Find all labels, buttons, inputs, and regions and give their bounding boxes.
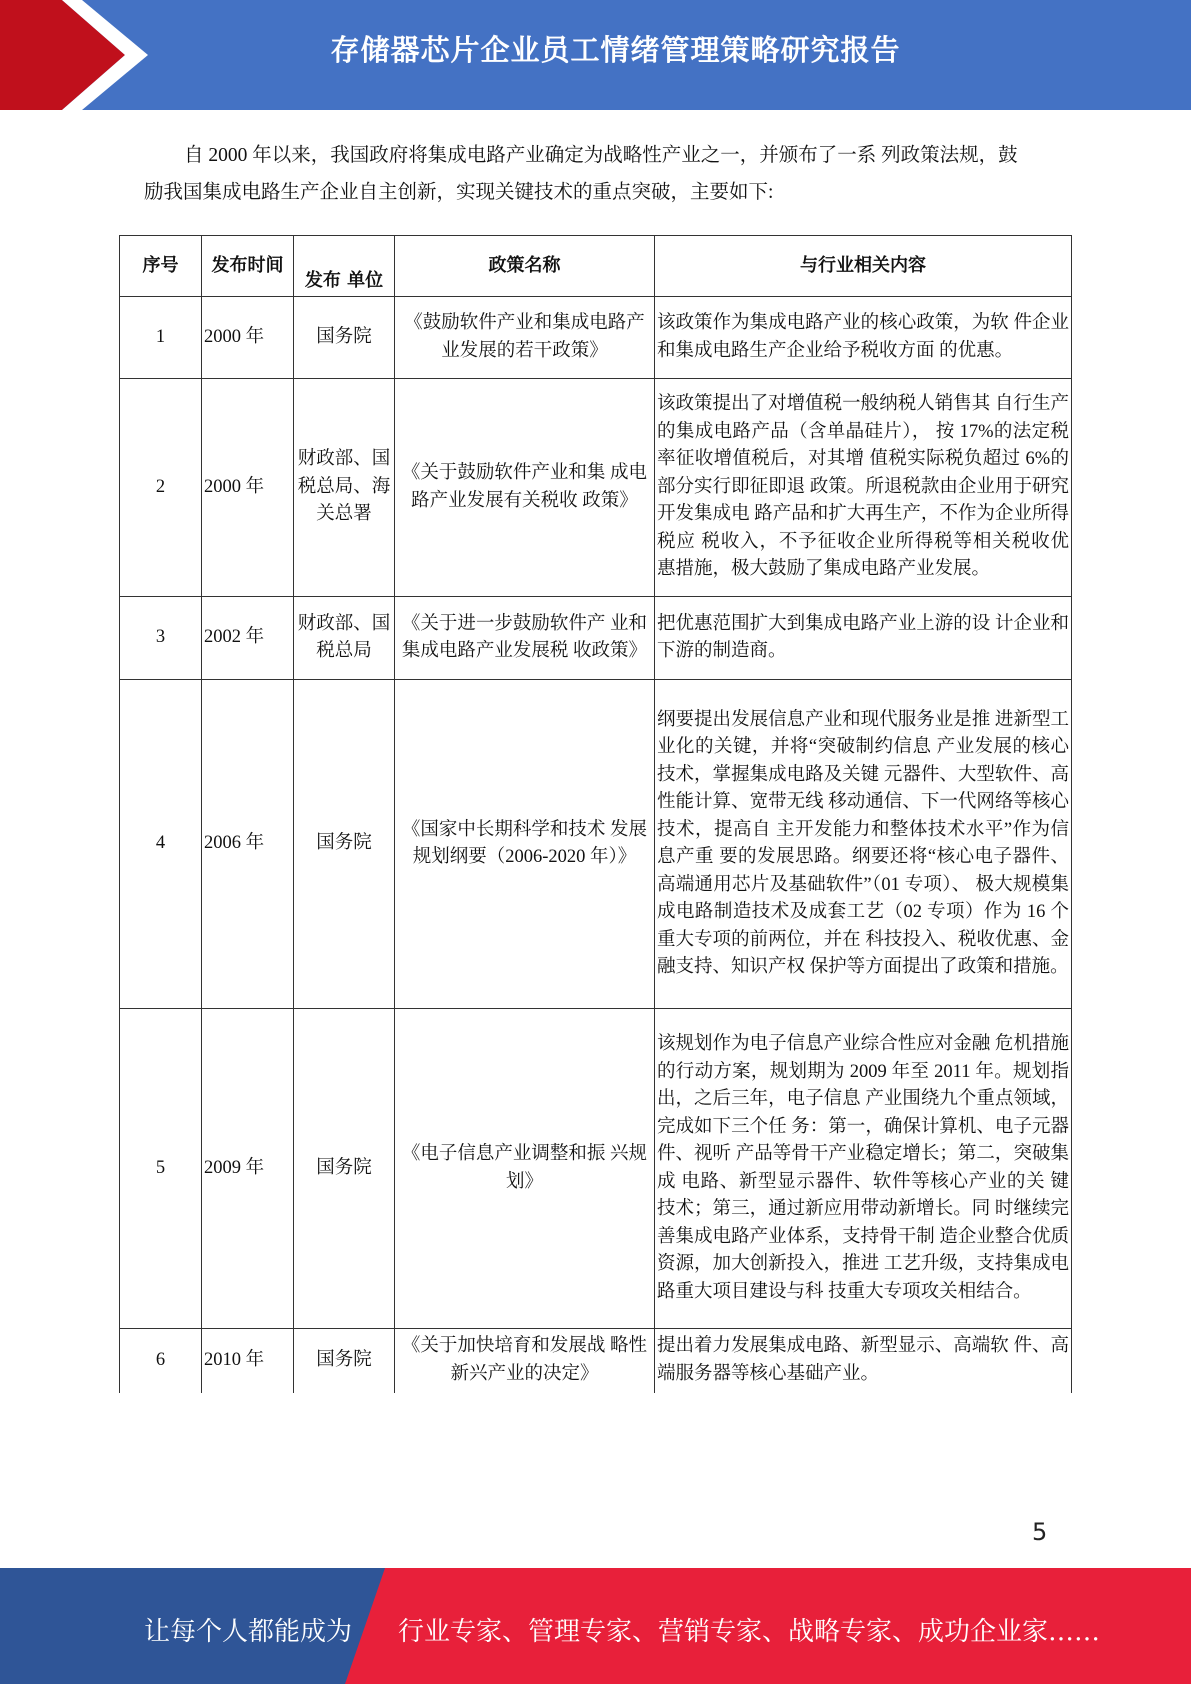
- table-row: [120, 1329, 1072, 1393]
- header-banner: [0, 0, 1191, 110]
- cell-unit: 国务院: [294, 1329, 395, 1393]
- cell-name: 《关于进一步鼓励软件产 业和集成电路产业发展税 收政策》: [395, 597, 655, 680]
- policy-table: [119, 235, 1072, 1393]
- cell-seq: 3: [120, 597, 202, 680]
- table-row: [120, 597, 1072, 680]
- cell-seq: 2: [120, 379, 202, 597]
- table-row: [120, 297, 1072, 379]
- table-row: [120, 680, 1072, 1009]
- cell-unit: 财政部、国税总局、海关总署: [294, 379, 395, 597]
- cell-date: 2000 年: [202, 297, 294, 379]
- table-header-row: [120, 236, 1072, 297]
- header-seq: 序号: [120, 236, 202, 297]
- footer-slogan-right: 行业专家、管理专家、营销专家、战略专家、成功企业家……: [398, 1617, 1101, 1647]
- cell-name: 《关于鼓励软件产业和集 成电路产业发展有关税收 政策》: [395, 379, 655, 597]
- cell-date: 2000 年: [202, 379, 294, 597]
- table-row: [120, 379, 1072, 597]
- cell-content: 该政策提出了对增值税一般纳税人销售其 自行生产的集成电路产品（含单晶硅片）， 按 17%的法定税率征收增值税后，对其增 值税实际税负超过 6%的部分实行即征即退 政策。所退税款由企业用于研究开发集成电 路产品和扩大再生产，不作为企业所得税应 税收入，不予征收企业所得税等相关税收优 惠措施，极大鼓励了集成电路产业发展。: [655, 379, 1072, 597]
- cell-unit: 国务院: [294, 297, 395, 379]
- cell-date: 2009 年: [202, 1009, 294, 1329]
- cell-seq: 4: [120, 680, 202, 1009]
- cell-content: 该规划作为电子信息产业综合性应对金融 危机措施的行动方案，规划期为 2009 年至 2011 年。规划指出，之后三年，电子信息 产业围绕九个重点领域，完成如下三个任 务：第一，确保计算机、电子元器件、视听 产品等骨干产业稳定增长；第二，突破集成 电路、新型显示器件、软件等核心产业的关 键技术；第三，通过新应用带动新增长。同 时继续完善集成电路产业体系，支持骨干制 造企业整合优质资源，加大创新投入，推进 工艺升级，支持集成电路重大项目建设与科 技重大专项攻关相结合。: [655, 1009, 1072, 1329]
- cell-name: 《鼓励软件产业和集成电路产业发展的若干政策》: [395, 297, 655, 379]
- header-date: 发布时间: [202, 236, 294, 297]
- cell-name: 《电子信息产业调整和振 兴规划》: [395, 1009, 655, 1329]
- cell-unit: 国务院: [294, 1009, 395, 1329]
- cell-date: 2002 年: [202, 597, 294, 680]
- header-content: 与行业相关内容: [655, 236, 1072, 297]
- report-title: 存储器芯片企业员工情绪管理策略研究报告: [330, 33, 901, 67]
- cell-seq: 5: [120, 1009, 202, 1329]
- header-name: 政策名称: [395, 236, 655, 297]
- footer-slogan-left: 让每个人都能成为: [144, 1617, 353, 1647]
- header-unit: 发布 单位: [294, 236, 395, 297]
- cell-unit: 国务院: [294, 680, 395, 1009]
- cell-content: 提出着力发展集成电路、新型显示、高端软 件、高端服务器等核心基础产业。: [655, 1329, 1072, 1393]
- cell-seq: 1: [120, 297, 202, 379]
- cell-content: 把优惠范围扩大到集成电路产业上游的设 计企业和下游的制造商。: [655, 597, 1072, 680]
- cell-date: 2010 年: [202, 1329, 294, 1393]
- cell-content: 该政策作为集成电路产业的核心政策，为软 件企业和集成电路生产企业给予税收方面 的优惠。: [655, 297, 1072, 379]
- cell-name: 《国家中长期科学和技术 发展规划纲要（2006-2020 年）》: [395, 680, 655, 1009]
- cell-unit: 财政部、国税总局: [294, 597, 395, 680]
- intro-paragraph: 自 2000 年以来，我国政府将集成电路产业确定为战略性产业之一，并颁布了一系 列政策法规，鼓励我国集成电路生产企业自主创新，实现关键技术的重点突破，主要如下:: [144, 145, 1018, 203]
- table-row: [120, 1009, 1072, 1329]
- cell-date: 2006 年: [202, 680, 294, 1009]
- cell-name: 《关于加快培育和发展战 略性新兴产业的决定》: [395, 1329, 655, 1393]
- page-number: 5: [1032, 1518, 1048, 1546]
- cell-seq: 6: [120, 1329, 202, 1393]
- cell-content: 纲要提出发展信息产业和现代服务业是推 进新型工业化的关键，并将“突破制约信息 产业发展的核心技术，掌握集成电路及关键 元器件、大型软件、高性能计算、宽带无线 移动通信、下一代网络等核心技术，提高自 主开发能力和整体技术水平”作为信息产重 要的发展思路。纲要还将“核心电子器件、 高端通用芯片及基础软件”（01 专项）、 极大规模集成电路制造技术及成套工艺（02 专项）作为 16 个重大专项的前两位，并在 科技投入、税收优惠、金融支持、知识产权 保护等方面提出了政策和措施。: [655, 680, 1072, 1009]
